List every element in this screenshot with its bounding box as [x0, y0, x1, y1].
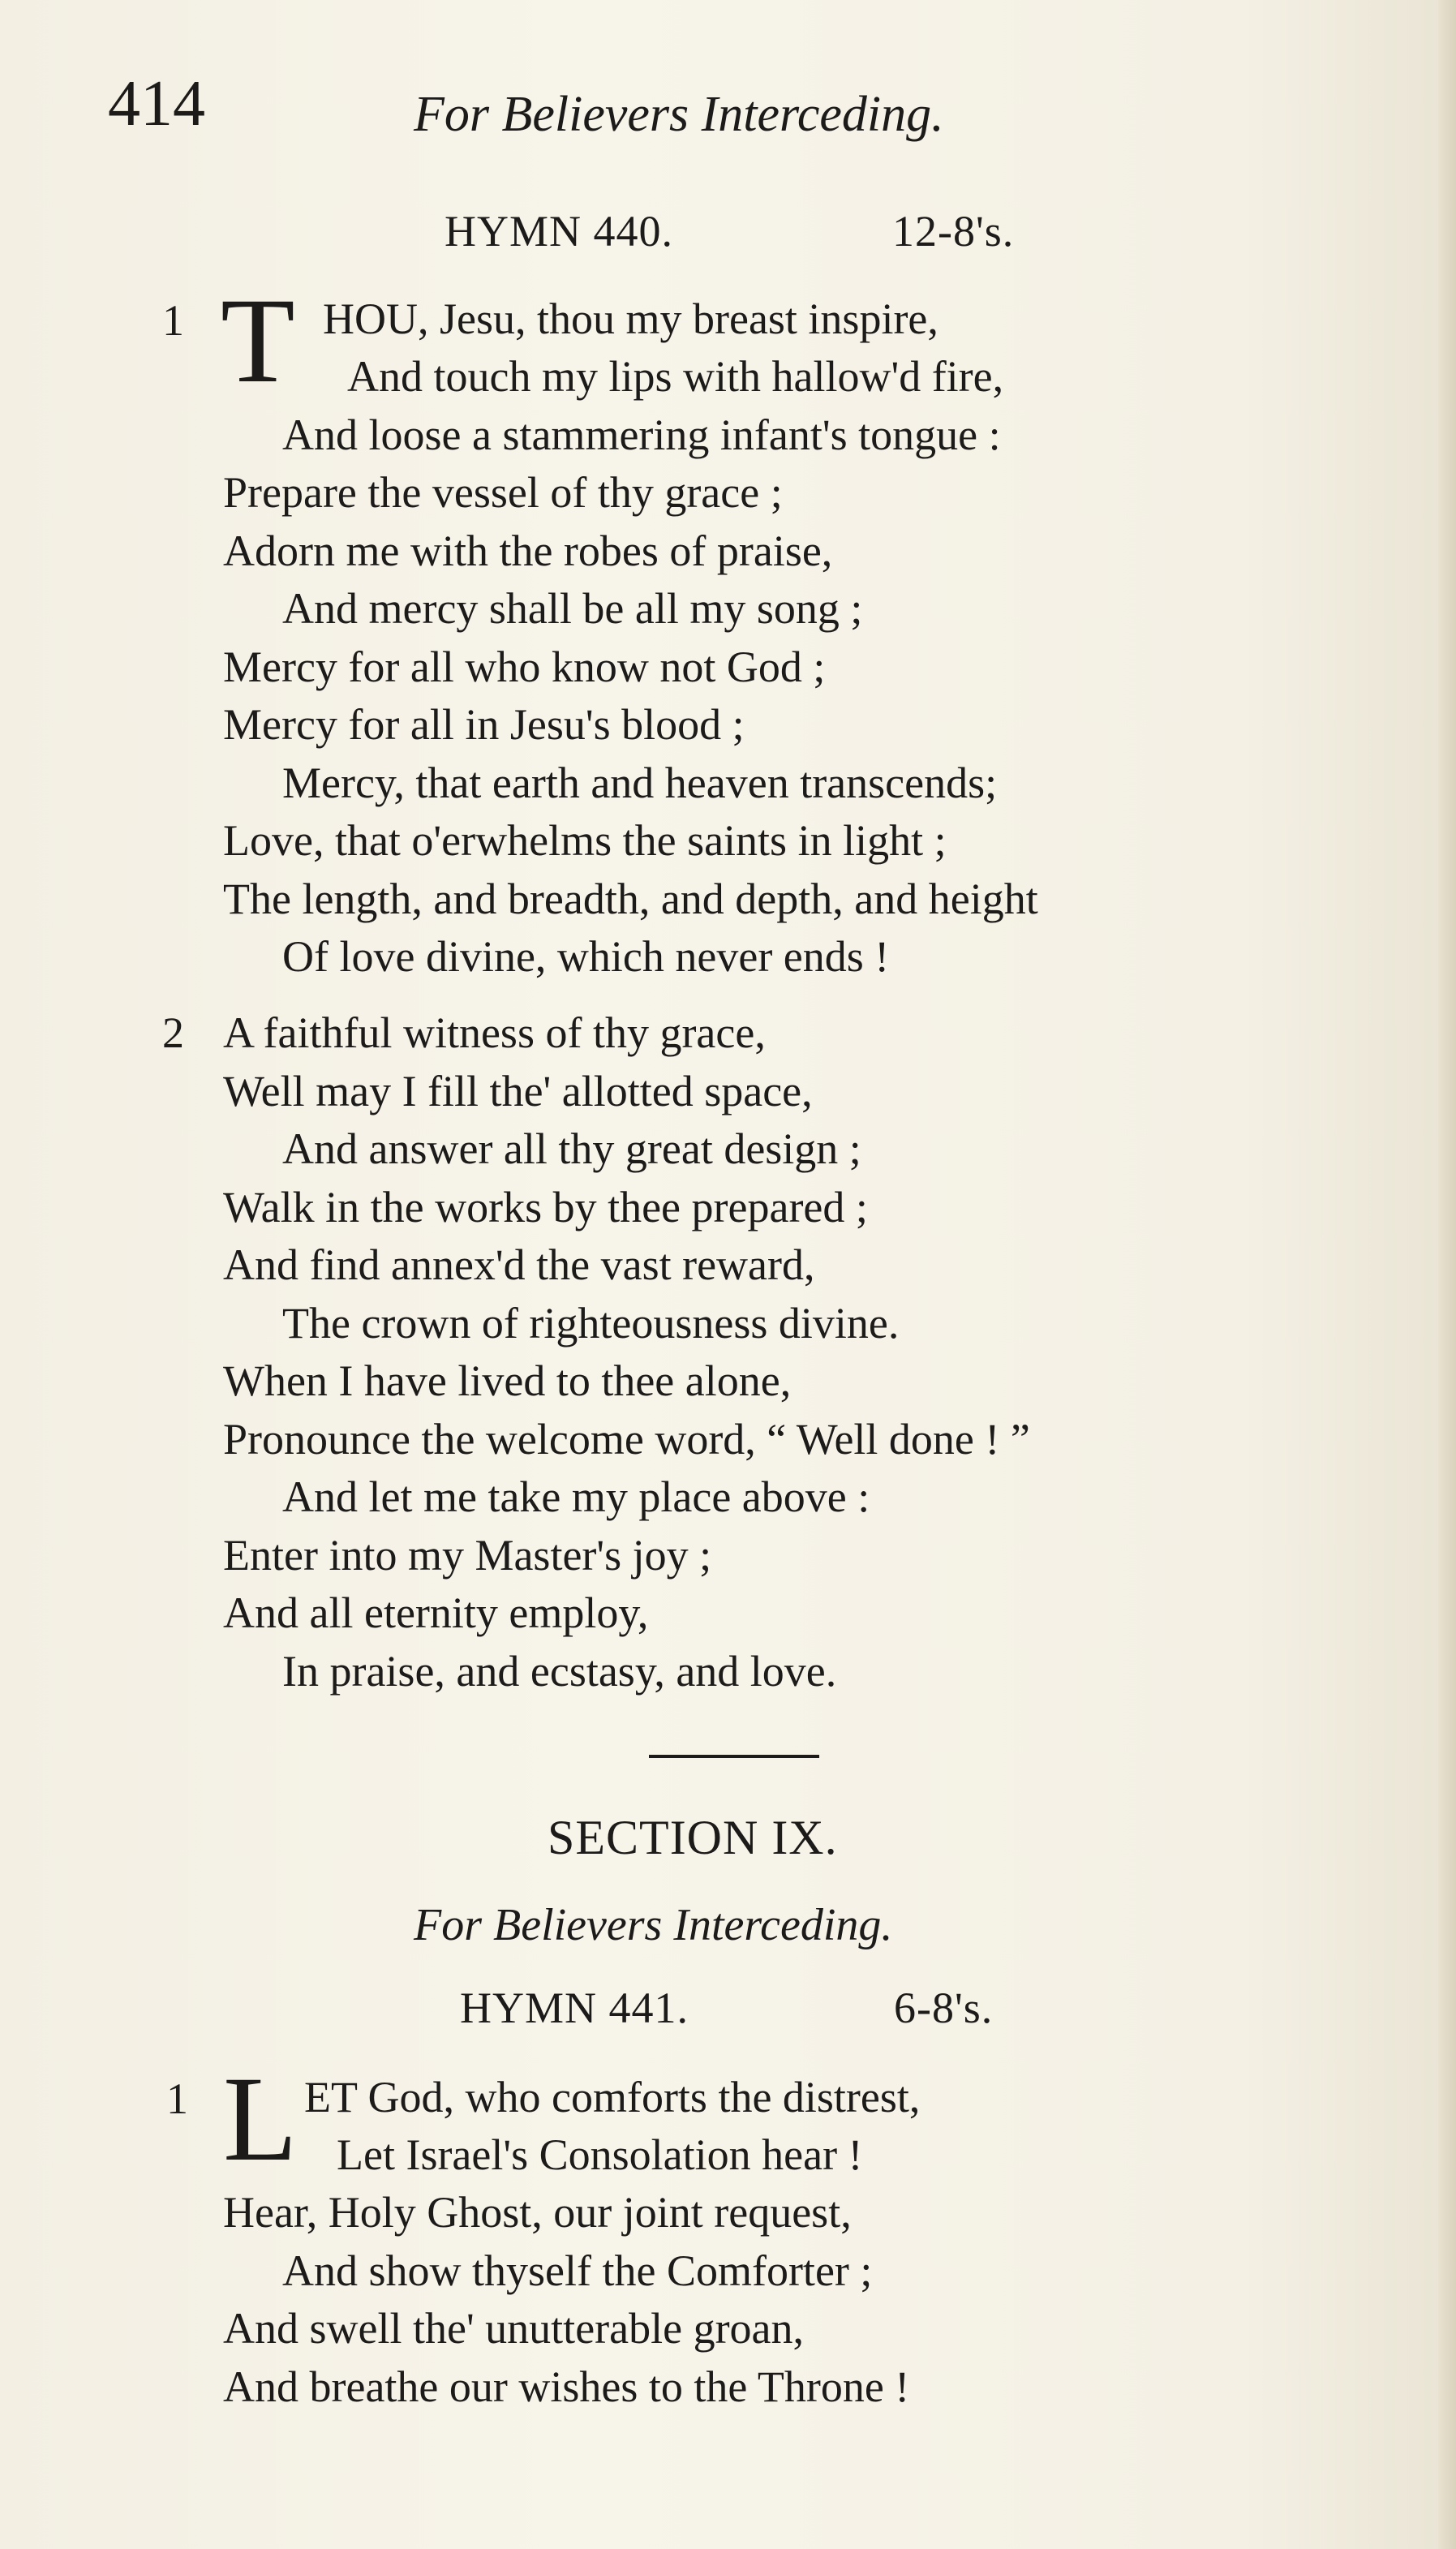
verse-line: A faithful witness of thy grace,: [223, 1008, 766, 1057]
hymn-441-number: HYMN 441.: [460, 1984, 689, 2032]
verse-line: And breathe our wishes to the Throne !: [223, 2362, 910, 2411]
verse-line: Mercy for all in Jesu's blood ;: [223, 700, 745, 749]
verse-line: And touch my lips with hallow'd fire,: [347, 352, 1004, 401]
verse-line: The crown of righteousness divine.: [282, 1299, 900, 1348]
verse-line: Walk in the works by thee prepared ;: [223, 1183, 868, 1232]
hymn-440-dropcap: T: [221, 273, 295, 408]
hymn-441-meter: 6-8's.: [894, 1984, 994, 2032]
section-title: SECTION IX.: [548, 1811, 838, 1864]
verse-line: ET God, who comforts the distrest,: [304, 2073, 921, 2121]
page-gutter: [1438, 0, 1456, 2549]
hymn-440-verse-1-number: 1: [162, 296, 184, 345]
verse-line: And loose a stammering infant's tongue :: [282, 411, 1001, 459]
verse-line: Of love divine, which never ends !: [282, 932, 890, 981]
verse-line: The length, and breadth, and depth, and height: [223, 875, 1038, 923]
verse-line: Well may I fill the' allotted space,: [223, 1067, 813, 1115]
verse-line: Let Israel's Consolation hear !: [337, 2130, 863, 2179]
hymn-441-verse-1-number: 1: [166, 2074, 188, 2123]
verse-line: And all eternity employ,: [223, 1588, 649, 1637]
verse-line: And find annex'd the vast reward,: [223, 1240, 815, 1289]
verse-line: Pronounce the welcome word, “ Well done ! ”: [223, 1415, 1030, 1464]
verse-line: In praise, and ecstasy, and love.: [282, 1647, 837, 1696]
verse-line: And answer all thy great design ;: [282, 1124, 861, 1173]
hymn-440-heading: [445, 207, 1015, 256]
verse-line: Enter into my Master's joy ;: [223, 1531, 712, 1580]
hymn-441-dropcap: L: [223, 2052, 298, 2186]
verse-line: And swell the' unutterable groan,: [223, 2304, 805, 2353]
verse-line: Love, that o'erwhelms the saints in light ;: [223, 816, 947, 865]
verse-line: Mercy for all who know not God ;: [223, 643, 826, 691]
verse-line: Prepare the vessel of thy grace ;: [223, 468, 783, 517]
hymn-440-number: HYMN 440.: [445, 207, 674, 256]
verse-line: Hear, Holy Ghost, our joint request,: [223, 2188, 852, 2237]
page-number: 414: [108, 68, 205, 140]
hymn-440-verse-2-number: 2: [162, 1008, 184, 1057]
verse-line: And mercy shall be all my song ;: [282, 584, 863, 633]
verse-line: And let me take my place above :: [282, 1472, 870, 1521]
running-head: For Believers Interceding.: [414, 87, 944, 142]
verse-line: And show thyself the Comforter ;: [282, 2246, 873, 2295]
section-divider-rule: [649, 1755, 819, 1758]
verse-line: HOU, Jesu, thou my breast inspire,: [323, 294, 938, 343]
verse-line: Mercy, that earth and heaven transcends;: [282, 759, 998, 807]
verse-line: When I have lived to thee alone,: [223, 1356, 792, 1405]
section-subtitle: For Believers Interceding.: [414, 1900, 893, 1950]
verse-line: Adorn me with the robes of praise,: [223, 527, 833, 575]
hymn-441-heading: [460, 1984, 994, 2032]
hymn-440-meter: 12-8's.: [892, 207, 1015, 256]
